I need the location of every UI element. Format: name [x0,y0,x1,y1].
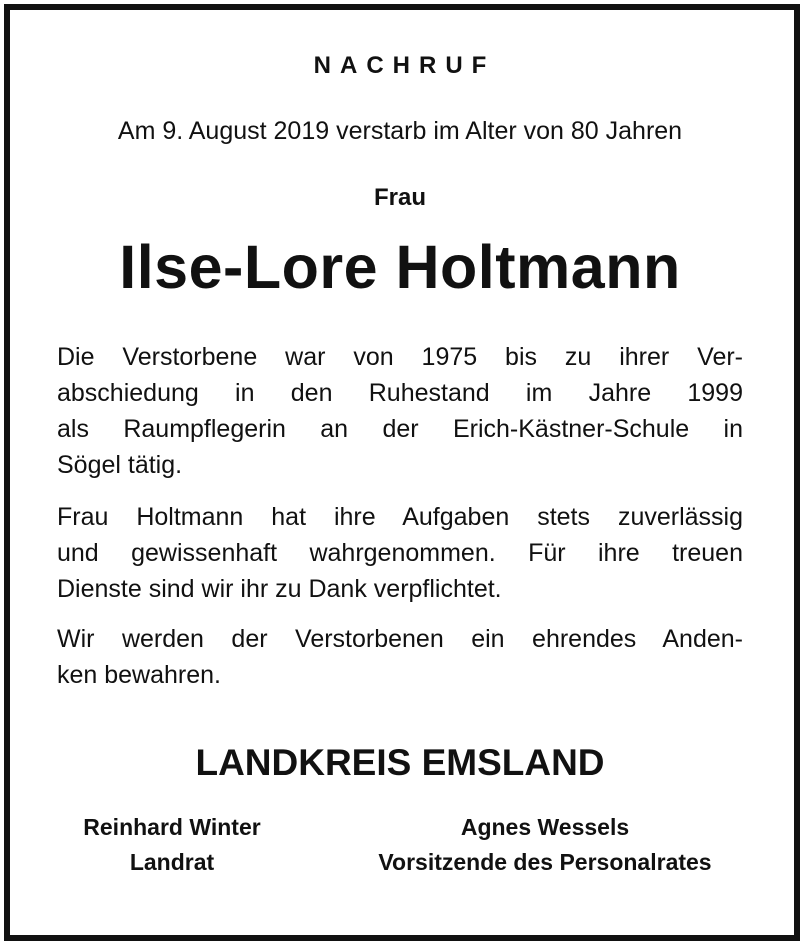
paragraph-line: Frau Holtmann hat ihre Aufgaben stets zuverlässig [57,503,743,531]
signatory-name: Agnes Wessels [460,814,630,840]
signatory-role: Vorsitzende des Personalrates [378,849,712,875]
paragraph-line: als Raumpflegerin an der Erich-Kästner-Schule in [57,415,743,443]
paragraph-remembrance [57,621,743,693]
paragraph-line: Dienste sind wir ihr zu Dank verpflichtet. [57,575,502,603]
signatory-right [340,810,750,880]
notice-heading: NACHRUF [313,52,496,79]
paragraph-thanks [57,499,743,607]
signatory-left [58,810,286,880]
paragraph-line: Wir werden der Verstorbenen ein ehrendes Anden- [57,625,743,653]
signatory-name: Reinhard Winter [83,814,261,840]
deceased-name: Ilse-Lore Holtmann [119,233,681,301]
intro-text: Am 9. August 2019 verstarb im Alter von 80 Jahren [117,117,683,145]
signatory-role: Landrat [129,849,215,875]
organization-name: LANDKREIS EMSLAND [195,742,605,783]
paragraph-service [57,339,743,483]
paragraph-line: abschiedung in den Ruhestand im Jahre 1999 [57,379,743,407]
paragraph-line: Sögel tätig. [57,451,183,479]
paragraph-line: und gewissenhaft wahrgenommen. Für ihre treuen [57,539,743,567]
paragraph-line: ken bewahren. [57,661,222,689]
paragraph-line: Die Verstorbene war von 1975 bis zu ihrer Ver- [57,343,743,371]
salutation: Frau [373,184,426,211]
